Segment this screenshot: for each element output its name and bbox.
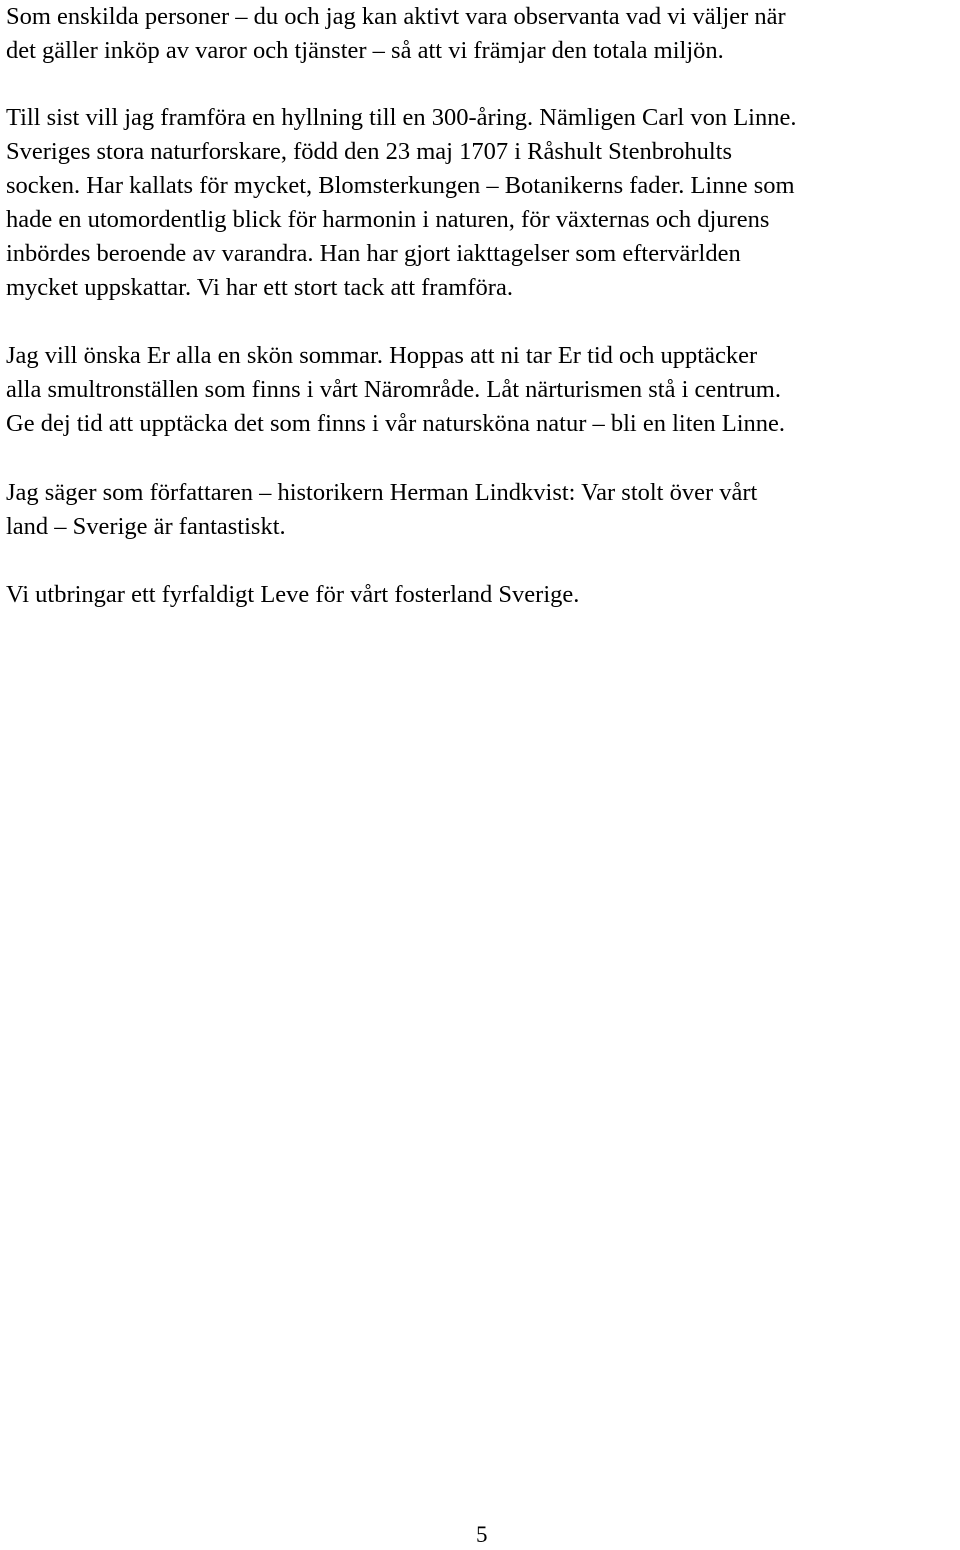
text-line: det gäller inköp av varor och tjänster – så att vi främjar den totala miljön. [6, 37, 724, 64]
text-line: Som enskilda personer – du och jag kan aktivt vara observanta vad vi väljer när [6, 3, 786, 30]
text-line: Sveriges stora naturforskare, född den 23 maj 1707 i Råshult Stenbrohults [6, 138, 733, 165]
text-line: Jag vill önska Er alla en skön sommar. Hoppas att ni tar Er tid och upptäcker [6, 342, 758, 369]
text-line: Ge dej tid att upptäcka det som finns i vår natursköna natur – bli en liten Linne. [6, 410, 786, 437]
text-line: hade en utomordentlig blick för harmonin i naturen, för växternas och djurens [6, 206, 770, 233]
text-line: socken. Har kallats för mycket, Blomsterkungen – Botanikerns fader. Linne som [6, 172, 795, 199]
text-line: inbördes beroende av varandra. Han har gjort iakttagelser som eftervärlden [6, 240, 741, 267]
text-line: Till sist vill jag framföra en hyllning till en 300-åring. Nämligen Carl von Linne. [6, 104, 797, 131]
text-line: land – Sverige är fantastiskt. [6, 513, 286, 540]
text-line: mycket uppskattar. Vi har ett stort tack att framföra. [6, 274, 513, 301]
page-number: 5 [476, 1522, 488, 1547]
text-line: alla smultronställen som finns i vårt Närområde. Låt närturismen stå i centrum. [6, 376, 781, 403]
text-line: Jag säger som författaren – historikern Herman Lindkvist: Var stolt över vårt [6, 479, 758, 506]
text-line: Vi utbringar ett fyrfaldigt Leve för vårt fosterland Sverige. [6, 581, 580, 608]
